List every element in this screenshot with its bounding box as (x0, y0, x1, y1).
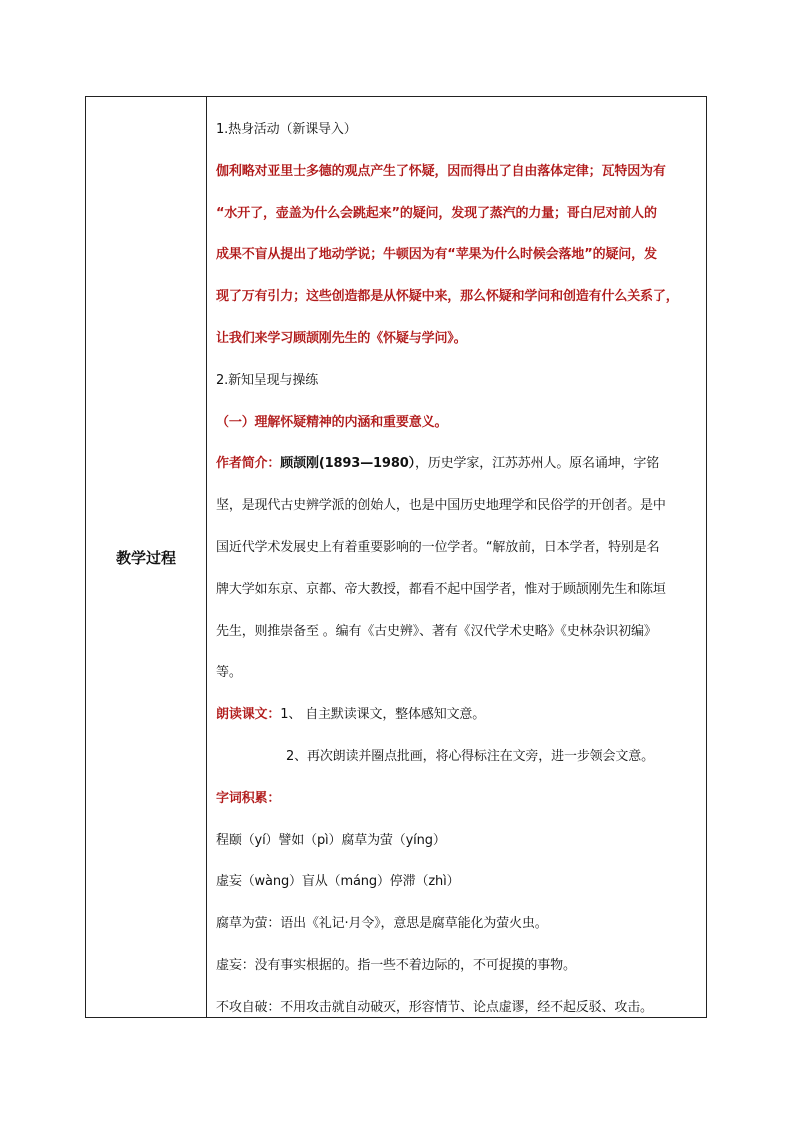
vocab-line: 程颐（yí）譬如（pì）腐草为萤（yíng） (216, 832, 446, 848)
warmup-title: 1.热身活动（新课导入） (216, 122, 357, 137)
author-line: 坚，是现代古史辨学派的创始人，也是中国历史地理学和民俗学的开创者。是中 (216, 498, 666, 514)
new-knowledge-title: 2.新知呈现与操练 (216, 372, 319, 388)
author-label: 作者简介： (216, 456, 281, 472)
reading-text-1: 1、 自主默读课文，整体感知文意。 (280, 707, 486, 723)
vocab-line: 腐草为萤：语出《礼记·月令》，意思是腐草能化为萤火虫。 (216, 916, 548, 932)
section-label: 教学过程 (115, 548, 176, 567)
author-line: 牌大学如东京、京都、帝大教授，都看不起中国学者，惟对于顾颉刚先生和陈垣 (216, 581, 666, 597)
author-text: ，历史学家，江苏苏州人。原名诵坤，字铭 (414, 456, 660, 472)
vocab-line: 不攻自破：不用攻击就自动破灭，形容情节、论点虚谬，经不起反驳、攻击。 (216, 999, 653, 1015)
section-label-cell (86, 97, 207, 1017)
warmup-line: “水开了，壶盖为什么会跳起来”的疑问，发现了蒸汽的力量；哥白尼对前人的 (216, 205, 657, 221)
reading-step-2: 2、再次朗读并圈点批画，将心得标注在文旁，进一步领会文意。 (286, 748, 654, 764)
author-line: 国近代学术发展史上有着重要影响的一位学者。“解放前，日本学者，特别是名 (216, 539, 660, 555)
subsection-title: （一）理解怀疑精神的内涵和重要意义。 (216, 414, 448, 430)
content-cell (207, 97, 706, 1017)
warmup-line: 成果不盲从提出了地动学说；牛顿因为有“苹果为什么时候会落地”的疑问，发 (216, 247, 657, 263)
warmup-line: 现了万有引力；这些创造都是从怀疑中来，那么怀疑和学问和创造有什么关系了， (216, 289, 679, 305)
vocab-line: 虚妄（wàng）盲从（máng）停滞（zhì） (216, 874, 460, 890)
reading-label: 朗读课文： (216, 707, 281, 723)
warmup-line: 伽利略对亚里士多德的观点产生了怀疑，因而得出了自由落体定律；瓦特因为有 (216, 163, 666, 179)
author-intro (216, 443, 700, 485)
author-name: 顾颉刚(1893—1980） (280, 456, 415, 472)
author-line: 先生，则推崇备至 。编有《古史辨》、著有《汉代学术史略》《史林杂识初编》 (216, 623, 657, 639)
warmup-line: 让我们来学习顾颉刚先生的《怀疑与学问》。 (216, 330, 467, 346)
reading-step-1 (216, 694, 700, 736)
author-line: 等。 (216, 665, 242, 681)
vocab-line: 虚妄：没有事实根据的。指一些不着边际的，不可捉摸的事物。 (216, 957, 576, 973)
lesson-table (85, 96, 707, 1018)
vocab-label: 字词积累： (216, 790, 281, 806)
